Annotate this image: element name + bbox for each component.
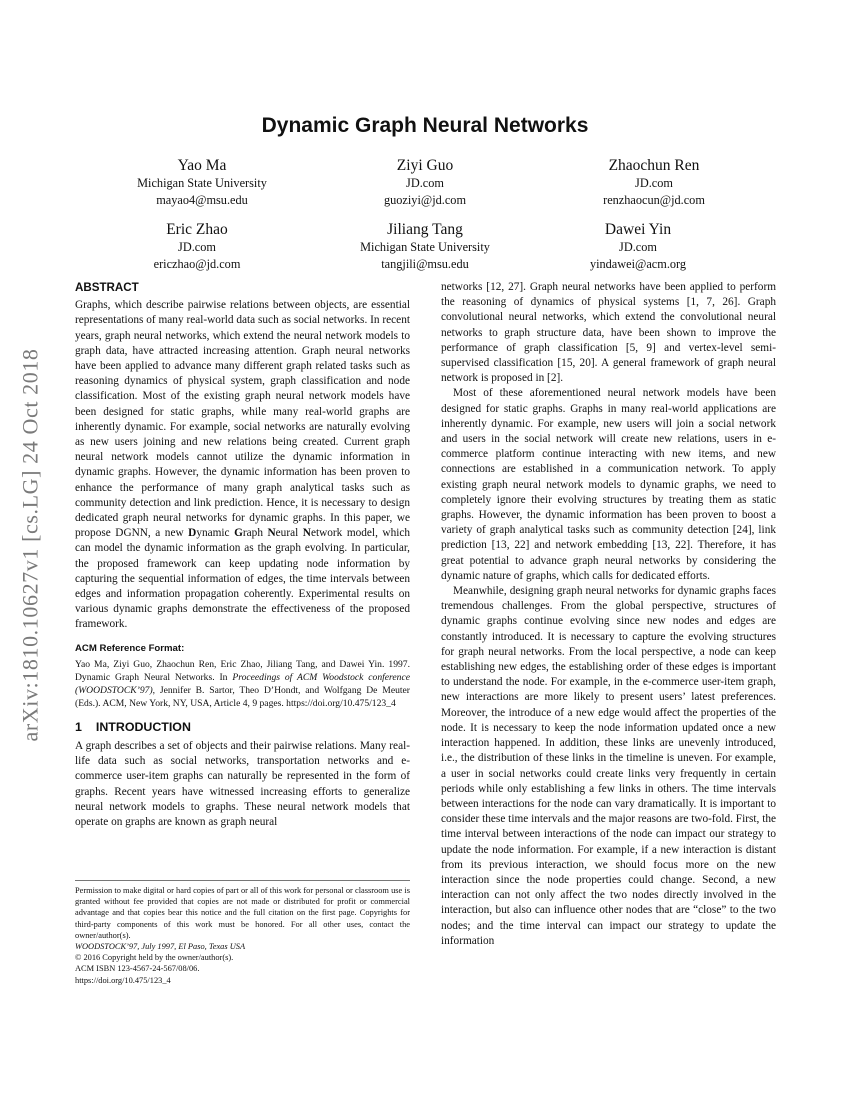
acronym-letter: D [188,527,197,540]
author-block [534,157,774,209]
author-affiliation: Michigan State University [137,176,267,190]
author-affiliation: JD.com [619,240,657,254]
author-block [82,157,322,209]
body-paragraph: networks [12, 27]. Graph neural networks have been applied to perform the reasoning of dynamics of physical systems [1, 7, 26]. Graph convolutional neural networks, which extend the convolutional neural networks to graph structure data, have been shown to improve the performance of graph classification [5, 9] and vertex-level semi-supervised classification [15, 20]. A general framework of graph neural network is proposed in [2]. [441,281,776,385]
author-block [518,221,758,273]
body-paragraph: Most of these aforementioned neural network models have been designed for static graphs. Graphs in many real-world applications are inherently dynamic. For example, new users will join a social network and users in the social network will create new relations, users in e-commerce platform continue interacting with new items, and new connections are established in a communication network. To apply existing graph neural network models to dynamic graphs, we need to completely ignore their evolving structures by treating them as static graphs. However, the dynamic information has been proven to boost a variety of graph analytical tasks such as community detection [24], link prediction [13, 22] and network embedding [13, 22]. Therefore, it has great potential to advance graph neural networks by considering the dynamic nature of graphs, which calls for dedicated efforts. [441,387,776,582]
author-block [305,221,545,273]
abstract-heading: ABSTRACT [75,281,139,294]
author-affiliation: Michigan State University [360,240,490,254]
author-email[interactable]: mayao4@msu.edu [156,193,248,207]
author-email[interactable]: renzhaocun@jd.com [603,193,705,207]
arxiv-stamp-text: arXiv:1810.10627v1 [cs.LG] 24 Oct 2018 [18,348,44,742]
author-name: Jiliang Tang [387,221,463,238]
author-name: Ziyi Guo [396,157,454,174]
author-name: Yao Ma [177,157,227,174]
abstract-text-part: etwork model, which can model the dynamic information as the graph evolving. In particular, the proposed framework can keep updating node information by capturing the sequential information of edges, the time intervals between edges and information propagation coherently. Experimental results on various dynamic graphs demonstrate the effectiveness of the proposed framework. [75,527,411,631]
acronym-letter: N [267,527,276,540]
acm-reference-part: , Jennifer B. Sartor, Theo D’Hondt, and Wolfgang De Meuter (Eds.). ACM, New York, NY, USA, Article 4, 9 pages. https://doi.org/10.475/123_4 [75,684,410,709]
author-affiliation: JD.com [178,240,216,254]
author-block [305,157,545,209]
author-email[interactable]: guoziyi@jd.com [383,193,467,207]
author-name: Eric Zhao [166,221,228,238]
author-name: Zhaochun Ren [608,157,700,174]
conference-name: WOODSTOCK’97, July 1997, El Paso, Texas USA [75,942,246,952]
isbn-line: ACM ISBN 123-4567-24-567/08/06. [75,964,200,974]
author-email[interactable]: yindawei@acm.org [589,257,687,271]
acronym-word-part: raph [242,527,268,540]
arxiv-stamp [4,295,58,795]
author-email[interactable]: ericzhao@jd.com [153,257,241,271]
acronym-word-part: ynamic [196,527,235,540]
permission-notice: Permission to make digital or hard copies of part or all of this work for personal or classroom use is granted without fee provided that copies are not made or distributed for profit or commercial advantage and that copies bear this notice and the full citation on the first page. Copyrights for third-party components of this work must be honored. For all other uses, contact the owner/author(s). [75,886,410,940]
acronym-letter: G [234,527,243,540]
abstract-text [75,298,410,632]
author-email[interactable]: tangjili@msu.edu [381,257,469,271]
author-name: Dawei Yin [604,221,672,238]
acm-reference-part: Yao Ma, Ziyi Guo, Zhaochun Ren, Eric Zhao, Jiliang Tang, and Dawei Yin. 1997. Dynamic Graph Neural Networks. In [75,658,410,683]
introduction-paragraph: A graph describes a set of objects and their pairwise relations. Many real-life data such as social networks, transportation networks and e-commerce user-item graphs can naturally be represented in the form of graphs. Recent years have witnessed increasing efforts to generalize neural network models to graphs. These neural network models that operate on graphs are known as graph neural [75,740,410,829]
copyright-line: © 2016 Copyright held by the owner/author(s). [75,953,234,963]
section-title: INTRODUCTION [95,719,191,734]
author-affiliation: JD.com [635,176,673,190]
author-affiliation: JD.com [406,176,444,190]
conference-line [75,941,410,952]
left-column [75,280,410,830]
right-column [441,280,776,949]
acm-reference-venue: Proceedings of ACM Woodstock conference (WOODSTOCK’97) [75,671,410,696]
doi-line[interactable]: https://doi.org/10.475/123_4 [75,975,171,985]
section-number: 1 [75,719,82,734]
body-paragraph: Meanwhile, designing graph neural networks for dynamic graphs faces tremendous challenges. From the global perspective, structures of dynamic graphs continue evolving since new nodes and edges are constantly introduced. It is necessary to capture the evolving structures for graph neural networks. From the local perspective, a node can keep establishing new edges, the establishing order of these edges is important to understand the node. For example, in the e-commerce user-item graph, new interactions are more likely to present users’ latest preferences. Moreover, the introduce of a new edge would affect the properties of the node. It is necessary to keep the node information updated once a new interaction happened. In addition, these links are unevenly introduced, i.e., the distribution of these links in the timeline is uneven. For example, a user in social networks could create links very frequently in certain periods while only establishing a few links in others. The time intervals between interactions for the node can vary dramatically. It is important to consider these time intervals and the major reasons are two-fold. First, the time interval between interactions of the node can impact our strategy to update the node information. For example, if a new interaction is distant from its previous interaction, we should focus more on the new interaction since the node properties could change. Second, a new interaction can not only affect the two nodes directly involved in the interaction, but also can influence other nodes that are “close” to the two nodes; and the time interval can impact our strategy to update the information [441,585,776,947]
introduction-heading [75,720,410,735]
author-block [77,221,317,273]
acronym-word-part: eural [275,527,303,540]
acronym-letter: N [302,527,311,540]
copyright-footnote [75,880,410,986]
abstract-text-part: Graphs, which describe pairwise relations between objects, are essential representations of many real-world data such as social networks. In recent years, graph neural networks, which extend the neural network models to graph data, have attracted increasing attention. Graph neural networks have been applied to advance many different graph related tasks such as reasoning dynamics of physical system, graph classification and node classification. Most of the existing graph neural network models have been designed for static graphs, while many real-world graphs are inherently dynamic. For example, social networks are naturally evolving as new users joining and new relations being created. Current graph neural network models cannot utilize the dynamic information in dynamic graphs. However, the dynamic information has been proven to enhance the performance of many graph analytical tasks such as community detection and link prediction. Hence, it is necessary to design dedicated graph neural networks for dynamic graphs. In this paper, we propose DGNN, a new [75,299,410,540]
paper-title: Dynamic Graph Neural Networks [261,114,589,137]
acm-reference-text [75,658,410,710]
acm-reference-heading: ACM Reference Format: [75,642,185,654]
